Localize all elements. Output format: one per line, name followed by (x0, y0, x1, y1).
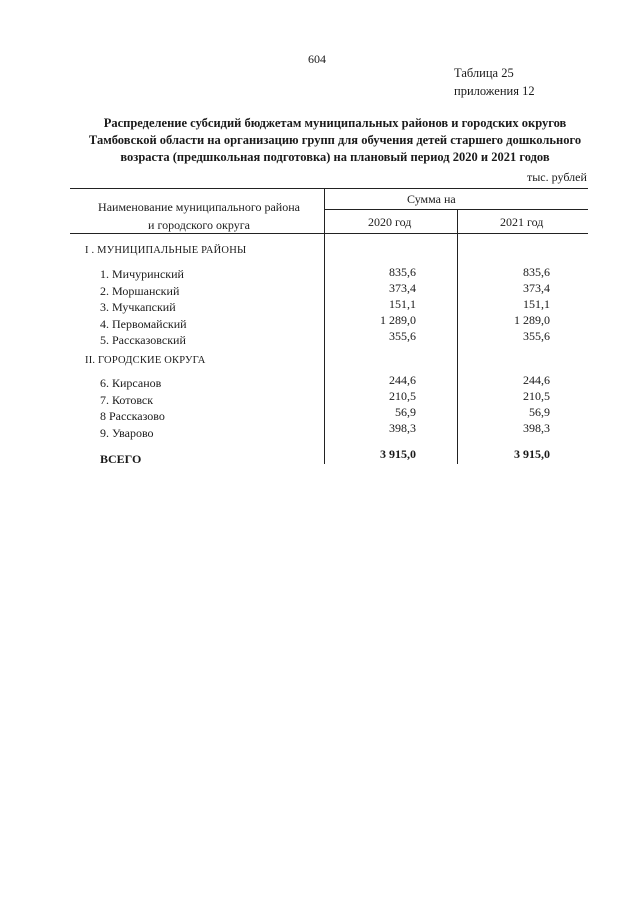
column-divider-1 (324, 188, 325, 464)
table-number: Таблица 25 (454, 66, 514, 80)
value-2021: 835,6 (523, 265, 550, 279)
appendix-label: приложения 12 (454, 84, 535, 98)
document-title (70, 115, 600, 166)
value-2021: 398,3 (523, 421, 550, 435)
title-line: возраста (предшкольная подготовка) на плановый период 2020 и 2021 годов (120, 150, 550, 164)
table-row-name: 7. Котовск (100, 393, 154, 407)
name-column-header: Наименование муниципального района и городского округа (98, 200, 300, 232)
table-row-name: 3. Мучкапский (100, 300, 176, 314)
page-number: 604 (308, 52, 326, 66)
value-2020: 373,4 (389, 281, 416, 295)
total-2021: 3 915,0 (514, 447, 550, 461)
value-2020: 244,6 (389, 373, 416, 387)
section-title-city-districts: II. ГОРОДСКИЕ ОКРУГА (85, 355, 206, 366)
title-line: Тамбовской области на организацию групп для обучения детей старшего дошкольного (88, 133, 582, 147)
units-label: тыс. рублей (527, 170, 587, 184)
year-2021-header: 2021 год (500, 215, 544, 229)
table-row-name: 5. Рассказовский (100, 333, 186, 347)
sum-header-divider (324, 209, 588, 210)
value-2020: 56,9 (395, 405, 416, 419)
table-row-name: 9. Уварово (100, 426, 154, 440)
value-2021: 210,5 (523, 389, 550, 403)
value-2021: 151,1 (523, 297, 550, 311)
total-2020: 3 915,0 (380, 447, 416, 461)
value-2021: 244,6 (523, 373, 550, 387)
value-2020: 210,5 (389, 389, 416, 403)
table-row-name: 4. Первомайский (100, 317, 187, 331)
value-2021: 373,4 (523, 281, 550, 295)
column-divider-2 (457, 209, 458, 464)
value-2020: 835,6 (389, 265, 416, 279)
value-2021: 1 289,0 (514, 313, 550, 327)
value-2020: 355,6 (389, 329, 416, 343)
value-2020: 398,3 (389, 421, 416, 435)
section-title-districts: I . МУНИЦИПАЛЬНЫЕ РАЙОНЫ (85, 245, 247, 256)
value-2020: 151,1 (389, 297, 416, 311)
value-2021: 56,9 (529, 405, 550, 419)
table-row-name: 1. Мичуринский (100, 267, 184, 281)
value-2020: 1 289,0 (380, 313, 416, 327)
table-row-name: 6. Кирсанов (100, 376, 162, 390)
title-line: Распределение субсидий бюджетам муниципальных районов и городских округов (103, 116, 567, 130)
table-top-border (70, 188, 588, 189)
total-label: ВСЕГО (100, 452, 142, 466)
value-2021: 355,6 (523, 329, 550, 343)
sum-column-header: Сумма на (407, 192, 456, 206)
table-row-name: 8 Рассказово (100, 409, 165, 423)
year-2020-header: 2020 год (368, 215, 412, 229)
table-row-name: 2. Моршанский (100, 284, 180, 298)
